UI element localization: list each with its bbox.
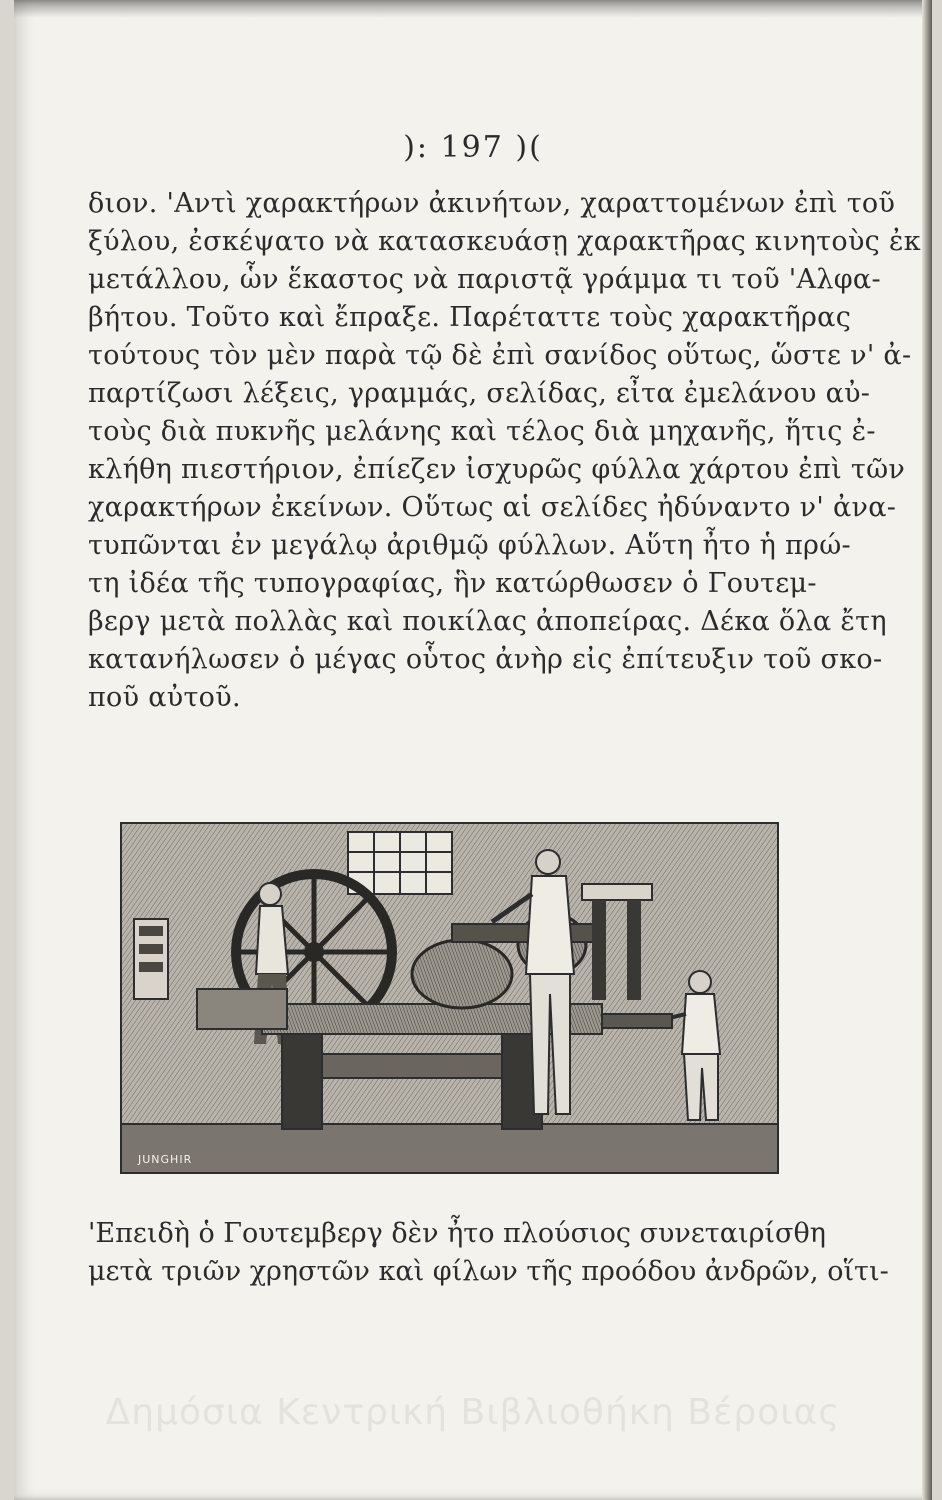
text-line: ποῦ αὐτοῦ. <box>88 682 241 713</box>
text-line: κλήθη πιεστήριον, ἐπίεζεν ἰσχυρῶς φύλλα χάρτου ἐπὶ τῶν <box>88 454 906 485</box>
text-line: μετάλλου, ὧν ἕκαστος νὰ παριστᾷ γράμμα τι τοῦ 'Αλφα- <box>88 264 881 295</box>
book-page <box>14 0 932 1500</box>
text-line: τοὺς διὰ πυκνῆς μελάνης καὶ τέλος διὰ μηχανῆς, ἥτις ἐ- <box>88 416 876 447</box>
text-line: τούτους τὸν μὲν παρὰ τῷ δὲ ἐπὶ σανίδος οὕτως, ὥστε ν' ἀ- <box>88 340 912 371</box>
text-line: βήτου. Τοῦτο καὶ ἔπραξε. Παρέταττε τοὺς χαρακτῆρας <box>88 302 852 333</box>
paragraph-1 <box>88 185 921 717</box>
paragraph-2 <box>88 1215 889 1291</box>
page-edge <box>922 0 932 1500</box>
text-line: 'Επειδὴ ὁ Γουτεμβεργ δὲν ἦτο πλούσιος συνεταιρίσθη <box>88 1218 826 1249</box>
text-line: βεργ μετὰ πολλὰς καὶ ποικίλας ἀποπείρας. Δέκα ὅλα ἔτη <box>88 606 887 637</box>
printing-press-illustration <box>120 822 779 1174</box>
text-line: τυπῶνται ἐν μεγάλῳ ἀριθμῷ φύλλων. Αὕτη ἦτο ἡ πρώ- <box>88 530 851 561</box>
text-line: χαρακτήρων ἐκείνων. Οὕτως αἱ σελίδες ἠδύναντο ν' ἀνα- <box>88 492 897 523</box>
text-line: ξύλου, ἐσκέψατο νὰ κατασκευάσῃ χαρακτῆρας κινητοὺς ἐκ <box>88 226 921 257</box>
engraving-drawing <box>122 824 777 1172</box>
text-line: παρτίζωσι λέξεις, γραμμάς, σελίδας, εἶτα ἐμελάνου αὐ- <box>88 378 871 409</box>
text-line: κατανήλωσεν ὁ μέγας οὗτος ἀνὴρ εἰς ἐπίτευξιν τοῦ σκο- <box>88 644 883 675</box>
engraver-signature: JUNGHIR <box>138 1153 193 1166</box>
text-line: τη ἰδέα τῆς τυπογραφίας, ἣν κατώρθωσεν ὁ Γουτεμ- <box>88 568 817 599</box>
text-line: μετὰ τριῶν χρηστῶν καὶ φίλων τῆς προόδου ἀνδρῶν, οἵτι- <box>88 1256 889 1287</box>
library-watermark: Δημόσια Κεντρική Βιβλιοθήκη Βέροιας <box>105 1392 841 1433</box>
text-line: διον. 'Αντὶ χαρακτήρων ἀκινήτων, χαραττομένων ἐπὶ τοῦ <box>88 188 896 219</box>
page-number: ): 197 )( <box>403 130 543 165</box>
scan-shadow <box>14 0 932 18</box>
